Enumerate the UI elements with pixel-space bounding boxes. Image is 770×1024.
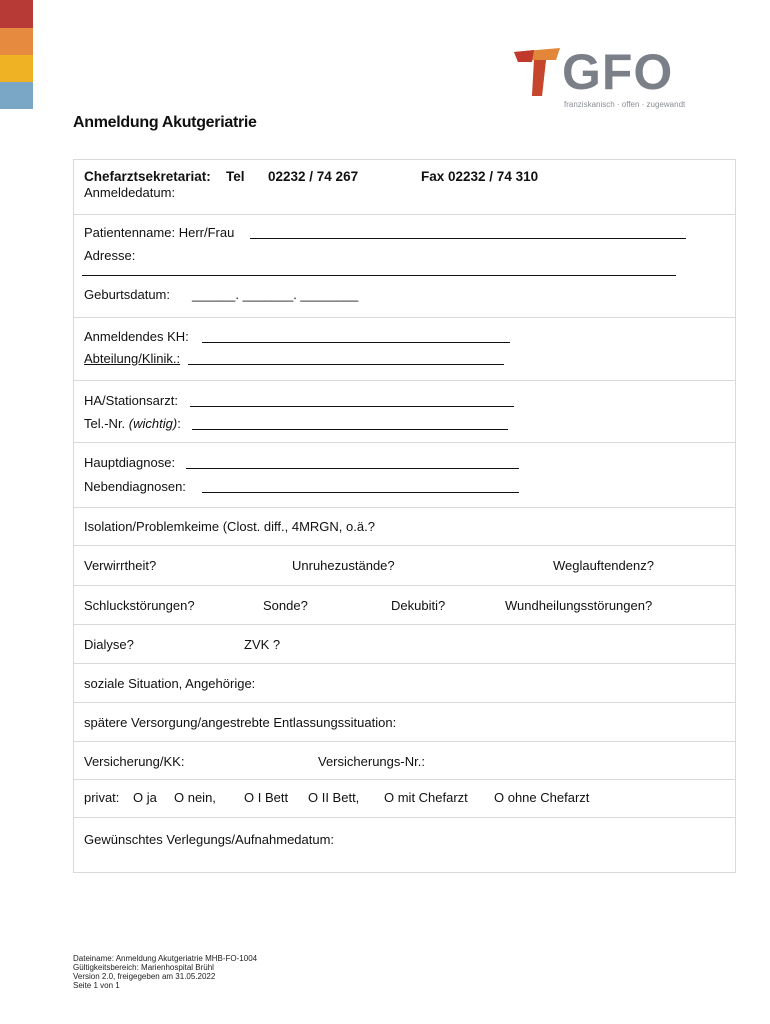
registration-date-label: Anmeldedatum: [84,185,176,200]
birthdate-field[interactable]: ______. _______. ________ [192,287,359,302]
tel-number: 02232 / 74 267 [268,169,359,184]
fax-number: Fax 02232 / 74 310 [421,169,539,184]
doctor-label: HA/Stationsarzt: [84,393,178,408]
side-diagnosis-field[interactable] [202,480,519,493]
registration-form [73,159,736,873]
private-label: privat: [84,790,120,805]
insurance-number-label: Versicherungs-Nr.: [318,754,425,769]
gfo-logo [512,46,702,116]
doctor-field[interactable] [190,394,514,407]
wandering-label: Weglauftendenz? [553,558,654,573]
transfer-date-label: Gewünschtes Verlegungs/Aufnahmedatum: [84,832,335,847]
doctor-tel-field[interactable] [192,417,508,430]
main-diagnosis-field[interactable] [186,456,519,469]
color-strip-red [0,0,33,28]
color-strip-blue [0,82,33,109]
page-title: Anmeldung Akutgeriatrie [73,114,257,131]
footer-version: Version 2.0, freigegeben am 31.05.2022 [73,972,216,981]
social-label: soziale Situation, Angehörige: [84,676,256,691]
option-with-chief[interactable]: O mit Chefarzt [384,790,468,805]
restlessness-label: Unruhezustände? [292,558,395,573]
section-hospital [74,318,735,381]
footer-scope: Gültigkeitsbereich: Marienhospital Brühl [73,963,214,972]
footer-filename: Dateiname: Anmeldung Akutgeriatrie MHB-FO-1004 [73,954,258,963]
side-diagnosis-label: Nebendiagnosen: [84,479,186,494]
option-yes[interactable]: O ja [133,790,157,805]
logo-wordmark: GFO [562,44,674,100]
section-care [74,703,735,742]
color-strip-orange [0,28,33,55]
section-questions-3 [74,625,735,664]
logo-tagline: franziskanisch · offen · zugewandt [564,100,686,109]
dialysis-label: Dialyse? [84,637,134,652]
document-footer [73,954,257,990]
main-diagnosis-label: Hauptdiagnose: [84,455,176,470]
option-no[interactable]: O nein, [174,790,216,805]
secretariat-label: Chefarztsekretariat: [84,169,211,184]
tau-cross-icon [512,46,562,106]
section-insurance [74,742,735,780]
section-doctor [74,381,735,443]
section-patient [74,215,735,318]
tel-label: Tel [226,169,245,184]
swallowing-label: Schluckstörungen? [84,598,195,613]
cvc-label: ZVK ? [244,637,281,652]
insurance-label: Versicherung/KK: [84,754,185,769]
address-label: Adresse: [84,248,136,263]
section-transfer [74,818,735,872]
option-without-chief[interactable]: O ohne Chefarzt [494,790,590,805]
color-strip-yellow [0,55,33,82]
confusion-label: Verwirrtheit? [84,558,157,573]
wound-healing-label: Wundheilungsstörungen? [505,598,653,613]
department-field[interactable] [188,352,504,365]
section-private [74,780,735,818]
isolation-label: Isolation/Problemkeime (Clost. diff., 4MRGN, o.ä.? [84,519,375,534]
section-header [74,160,735,215]
address-field[interactable] [82,263,676,276]
hospital-field[interactable] [202,330,510,343]
patient-name-label: Patientenname: Herr/Frau [84,225,235,240]
footer-page: Seite 1 von 1 [73,981,120,990]
tube-label: Sonde? [263,598,308,613]
section-questions-1 [74,546,735,586]
care-label: spätere Versorgung/angestrebte Entlassungssituation: [84,715,397,730]
hospital-label: Anmeldendes KH: [84,329,189,344]
section-social [74,664,735,703]
section-questions-2 [74,586,735,625]
section-diagnosis [74,443,735,508]
section-isolation [74,508,735,546]
doctor-tel-label: Tel.-Nr. (wichtig): [84,416,181,431]
birthdate-label: Geburtsdatum: [84,287,170,302]
department-label: Abteilung/Klinik.: [84,351,181,366]
option-double-bed[interactable]: O II Bett, [308,790,360,805]
decubitus-label: Dekubiti? [391,598,446,613]
patient-name-field[interactable] [250,226,686,239]
option-single-bed[interactable]: O I Bett [244,790,289,805]
